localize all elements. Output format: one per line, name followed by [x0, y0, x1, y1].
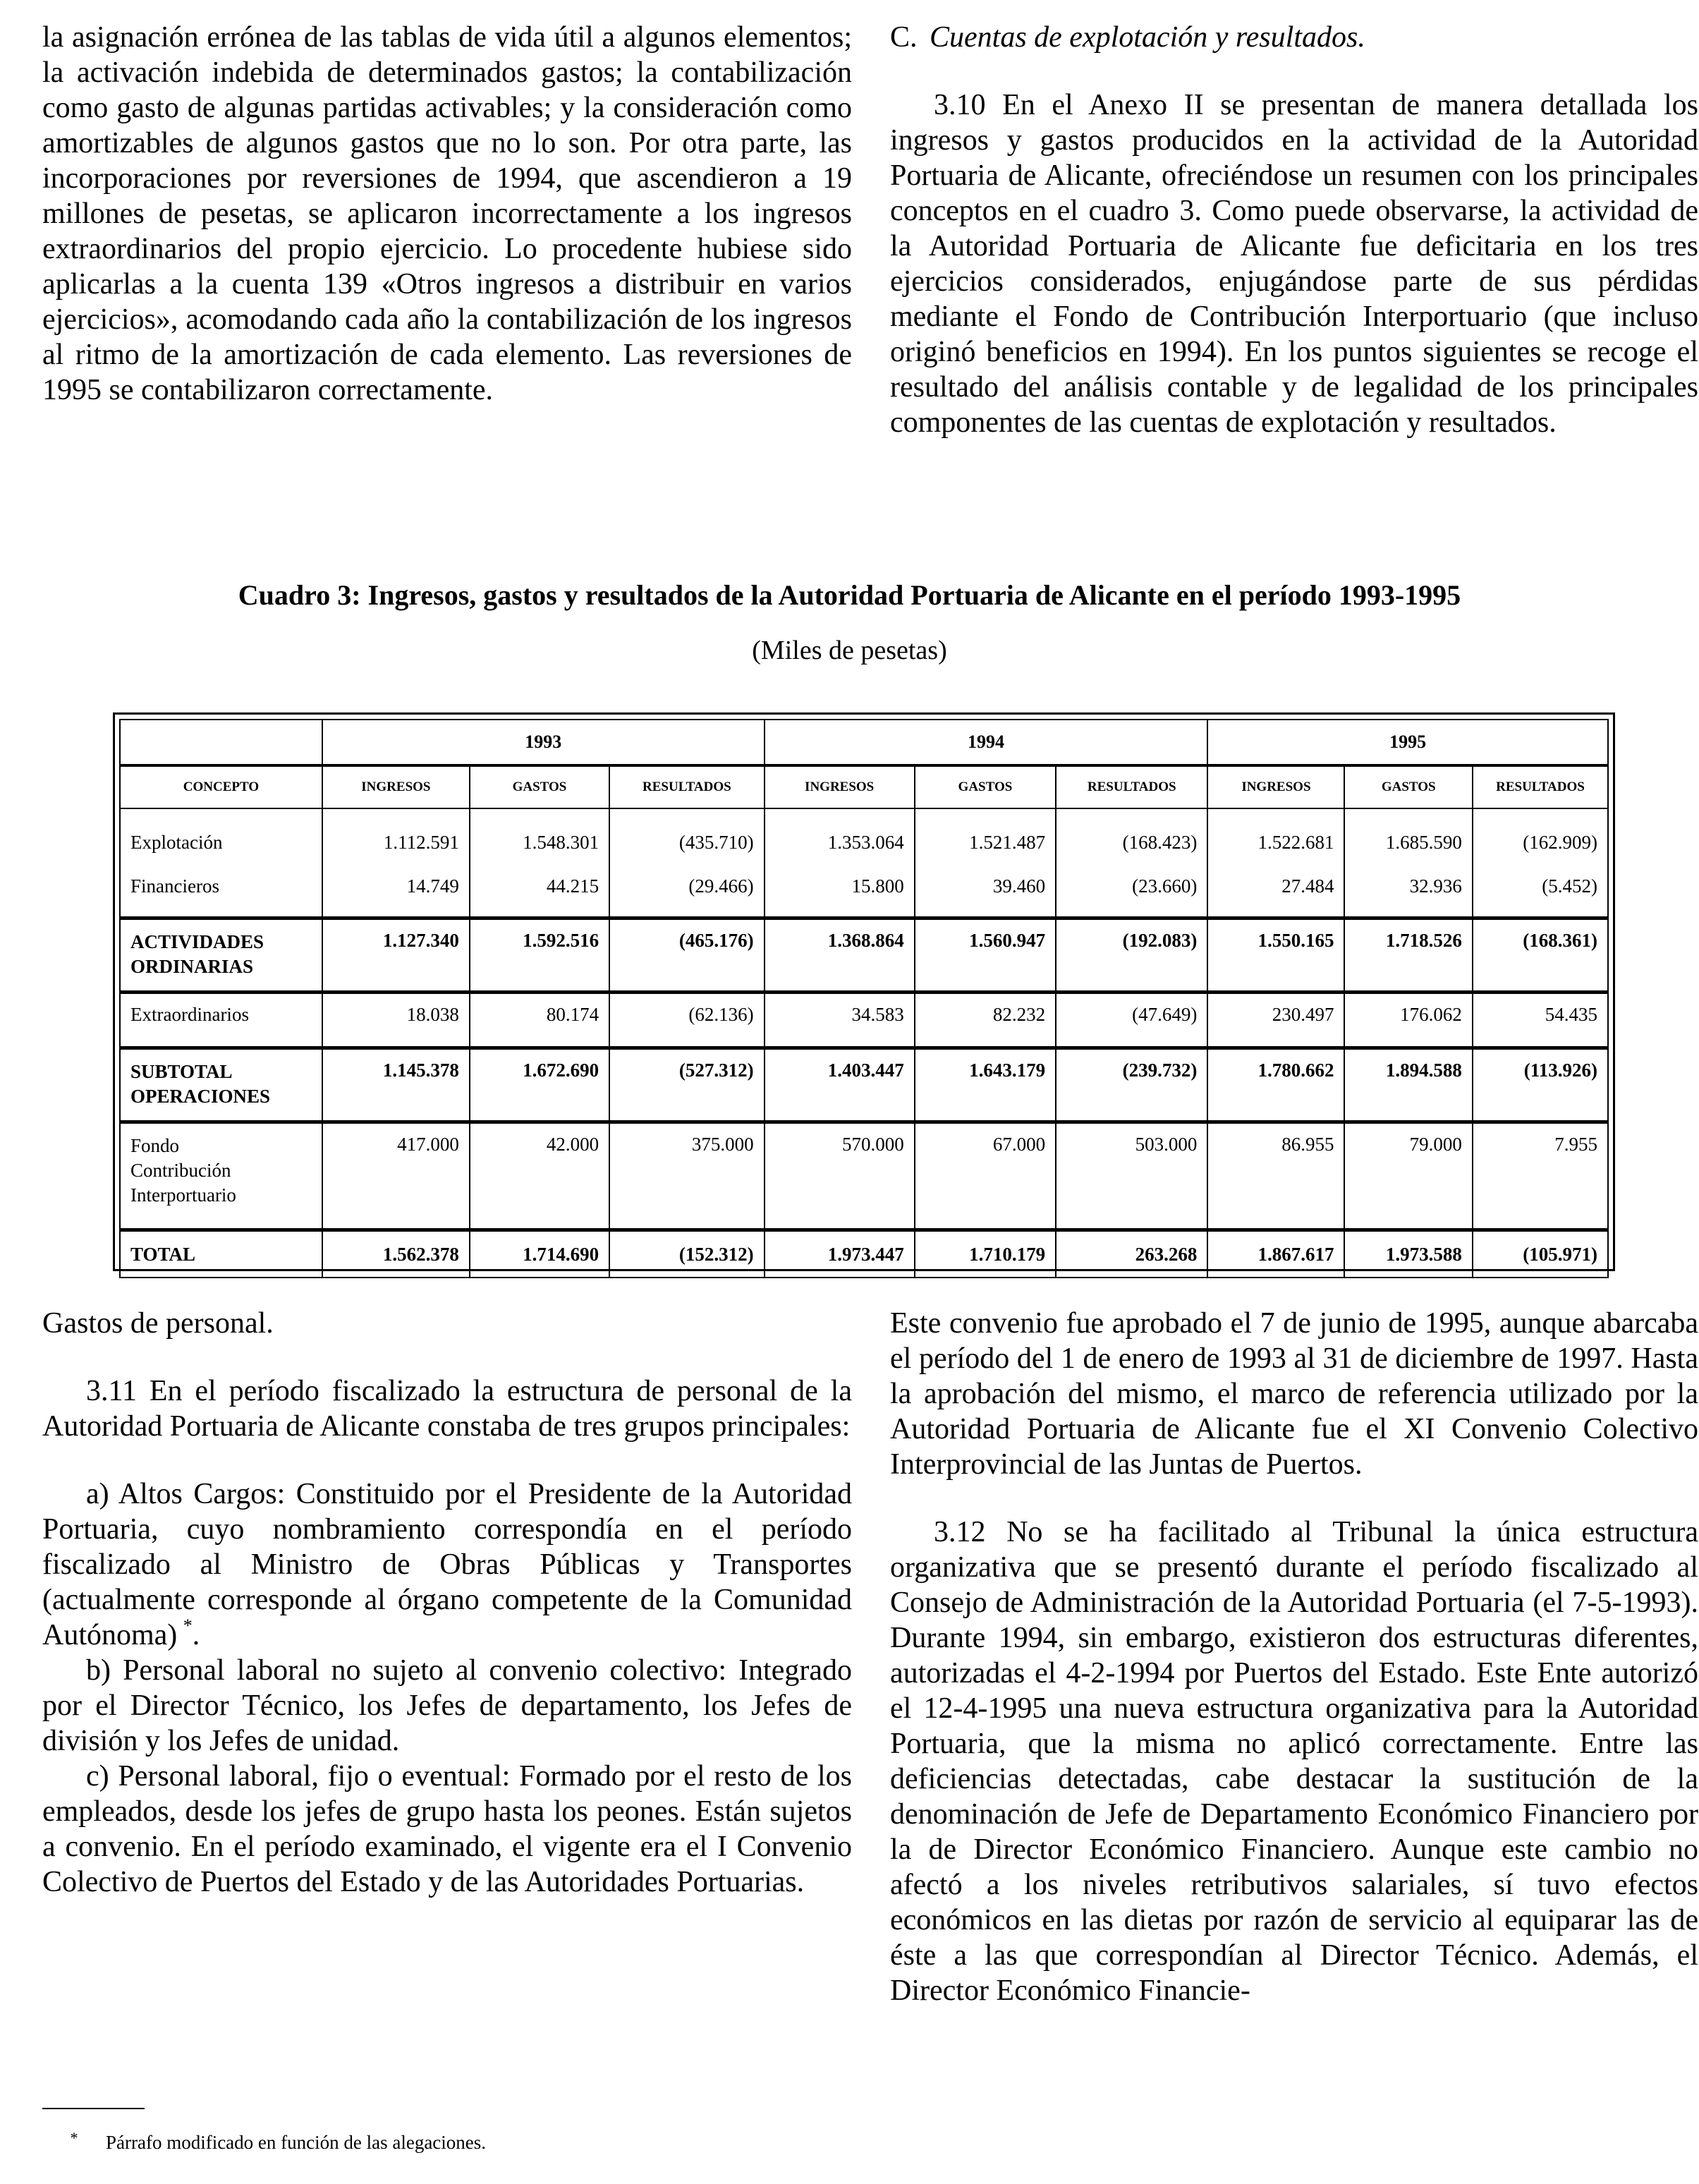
- footnote-text: Párrafo modificado en función de las alegaciones.: [106, 2132, 487, 2153]
- column-header-row: [120, 765, 1608, 808]
- table-cell: 1.403.447: [765, 1048, 915, 1122]
- table-cell: 67.000: [915, 1122, 1056, 1230]
- table-row-subtotal-operaciones: [120, 1048, 1608, 1122]
- footnote-rule: [42, 2108, 145, 2109]
- body-paragraph: la asignación errónea de las tablas de vida útil a algunos elementos; la activación indebida de determinados gastos; la contabilización como gasto de algunas partidas activables; y la consideración como amortizables de algunos gastos que no lo son. Por otra parte, las incorporaciones por reversiones de 1994, que ascendieron a 19 millones de pesetas, se aplicaron incorrectamente a los ingresos extraordinarios del propio ejercicio. Lo procedente hubiese sido aplicarlas a la cuenta 139 «Otros ingresos a distribuir en varios ejercicios», acomodando cada año la contabilización de los ingresos al ritmo de la amortización de cada elemento. Las reversiones de 1995 se contabilizaron correctamente.: [42, 21, 852, 406]
- table-cell: 1.145.378: [322, 1048, 470, 1122]
- table-cell: (435.710): [609, 808, 764, 873]
- bottom-left-column: [42, 1306, 852, 1900]
- top-left-column: [42, 20, 852, 408]
- row-concept: Fondo Contribución Interportuario: [120, 1122, 322, 1230]
- table-cell: 503.000: [1056, 1122, 1207, 1230]
- list-item-b: b) Personal laboral no sujeto al convenio colectivo: Integrado por el Director Técnico, los Jefes de departamento, los Jefes de división y los Jefes de unidad.: [42, 1654, 852, 1757]
- table-cell: 1.353.064: [765, 808, 915, 873]
- table-cell: 1.521.487: [915, 808, 1056, 873]
- table-cell: 1.718.526: [1344, 918, 1472, 993]
- table-cell: (168.361): [1473, 918, 1608, 993]
- table-cell: 417.000: [322, 1122, 470, 1230]
- column-header: INGRESOS: [1207, 765, 1344, 808]
- table-cell: 1.562.378: [322, 1230, 470, 1278]
- table-cell: 1.522.681: [1207, 808, 1344, 873]
- table-cell: 34.583: [765, 993, 915, 1048]
- column-header: RESULTADOS: [1056, 765, 1207, 808]
- table-cell: 1.592.516: [470, 918, 609, 993]
- table-cell: 44.215: [470, 873, 609, 918]
- table-cell: (5.452): [1473, 873, 1608, 918]
- row-concept: Explotación: [120, 808, 322, 873]
- section-letter: C.: [890, 21, 918, 54]
- row-concept: Extraordinarios: [120, 993, 322, 1048]
- table-cell: 1.112.591: [322, 808, 470, 873]
- table-cell: 80.174: [470, 993, 609, 1048]
- table-cell: 1.127.340: [322, 918, 470, 993]
- table-cell: 1.714.690: [470, 1230, 609, 1278]
- table-cell: 18.038: [322, 993, 470, 1048]
- table-cell: (62.136): [609, 993, 764, 1048]
- table-cell: 42.000: [470, 1122, 609, 1230]
- table-row-financieros: [120, 873, 1608, 918]
- year-header: 1993: [322, 720, 765, 765]
- table-cell: 1.685.590: [1344, 808, 1472, 873]
- row-concept: TOTAL: [120, 1230, 322, 1278]
- table-cell: (465.176): [609, 918, 764, 993]
- column-header: GASTOS: [1344, 765, 1472, 808]
- column-header: INGRESOS: [765, 765, 915, 808]
- table-subtitle: (Miles de pesetas): [752, 636, 947, 665]
- table-cell: 1.643.179: [915, 1048, 1056, 1122]
- table-cell: 1.710.179: [915, 1230, 1056, 1278]
- table-cell: 1.550.165: [1207, 918, 1344, 993]
- table-cell: 1.560.947: [915, 918, 1056, 993]
- table-cell: 15.800: [765, 873, 915, 918]
- table-cell: 1.368.864: [765, 918, 915, 993]
- table-cell: 7.955: [1473, 1122, 1608, 1230]
- table-cell: (239.732): [1056, 1048, 1207, 1122]
- table-cell: (168.423): [1056, 808, 1207, 873]
- year-header: 1994: [765, 720, 1208, 765]
- table-cell: 27.484: [1207, 873, 1344, 918]
- table-cell: 1.780.662: [1207, 1048, 1344, 1122]
- table-row-extraordinarios: [120, 993, 1608, 1048]
- table-cell: (105.971): [1473, 1230, 1608, 1278]
- table-cell: 32.936: [1344, 873, 1472, 918]
- list-item-c: c) Personal laboral, fijo o eventual: Formado por el resto de los empleados, desde los jefes de grupo hasta los peones. Están sujetos a convenio. En el período examinado, el vigente era el I Convenio Colectivo de Puertos del Estado y de las Autoridades Portuarias.: [42, 1760, 852, 1898]
- table-cell: (47.649): [1056, 993, 1207, 1048]
- paragraph-3-10: 3.10 En el Anexo II se presentan de manera detallada los ingresos y gastos producidos en la actividad de la Autoridad Portuaria de Alicante, ofreciéndose un resumen con los principales conceptos en el cuadro 3. Como puede observarse, la actividad de la Autoridad Portuaria de Alicante fue deficitaria en los tres ejercicios considerados, enjugándose parte de sus pérdidas mediante el Fondo de Contribución Interportuario (que incluso originó beneficios en 1994). En los puntos siguientes se recoge el resultado del análisis contable y de legalidad de los principales componentes de las cuentas de explotación y resultados.: [890, 89, 1698, 439]
- year-header-empty: [120, 720, 322, 765]
- column-header: RESULTADOS: [609, 765, 764, 808]
- table-cell: 1.973.447: [765, 1230, 915, 1278]
- paragraph-3-12: 3.12 No se ha facilitado al Tribunal la única estructura organizativa que se presentó durante el período fiscalizado al Consejo de Administración de la Autoridad Portuaria (el 7-5-1993). Durante 1994, sin embargo, existieron dos estructuras diferentes, autorizadas el 4-2-1994 por Puertos del Estado. Este Ente autorizó el 12-4-1995 una nueva estructura organizativa para la Autoridad Portuaria, que la misma no aplicó correctamente. Entre las deficiencias detectadas, cabe destacar la sustitución de la denominación de Jefe de Departamento Económico Financiero por la de Director Económico Financiero. Aunque este cambio no afectó a los niveles retributivos salariales, sí tuvo efectos económicos en las dietas por razón de servicio al equiparar las de éste a las que correspondían al Director Técnico. Además, el Director Económico Financie-: [890, 1516, 1698, 2007]
- section-heading: [890, 20, 1698, 55]
- table-cell: (113.926): [1473, 1048, 1608, 1122]
- table-row-fondo-contribucion: [120, 1122, 1608, 1230]
- table-title: Cuadro 3: Ingresos, gastos y resultados de la Autoridad Portuaria de Alicante en el período 1993-1995: [238, 579, 1461, 611]
- column-header: GASTOS: [915, 765, 1056, 808]
- table-cell: (23.660): [1056, 873, 1207, 918]
- table-cell: 14.749: [322, 873, 470, 918]
- table-cell: 570.000: [765, 1122, 915, 1230]
- row-concept: ACTIVIDADES ORDINARIAS: [120, 918, 322, 993]
- table-cell: 1.867.617: [1207, 1230, 1344, 1278]
- paragraph-continuation: Este convenio fue aprobado el 7 de junio de 1995, aunque abarcaba el período del 1 de enero de 1993 al 31 de diciembre de 1997. Hasta la aprobación del mismo, el marco de referencia utilizado por la Autoridad Portuaria de Alicante fue el XI Convenio Colectivo Interprovincial de las Juntas de Puertos.: [890, 1307, 1698, 1481]
- table-cell: 1.973.588: [1344, 1230, 1472, 1278]
- year-header-row: [120, 720, 1608, 765]
- table-row-actividades-ordinarias: [120, 918, 1608, 993]
- table-cell: 82.232: [915, 993, 1056, 1048]
- table-cell: (29.466): [609, 873, 764, 918]
- concept-header: CONCEPTO: [120, 765, 322, 808]
- table-cell: 375.000: [609, 1122, 764, 1230]
- table-row-total: [120, 1230, 1608, 1278]
- table-cell: 1.672.690: [470, 1048, 609, 1122]
- row-concept: Financieros: [120, 873, 322, 918]
- section-heading-gastos-personal: Gastos de personal.: [42, 1307, 274, 1340]
- table-cell: (152.312): [609, 1230, 764, 1278]
- table-cell: 54.435: [1473, 993, 1608, 1048]
- list-item-a: a) Altos Cargos: Constituido por el Presidente de la Autoridad Portuaria, cuyo nombramiento correspondía en el período fiscalizado al Ministro de Obras Públicas y Transportes (actualmente corresponde al órgano competente de la Comunidad Autónoma) *.: [42, 1478, 852, 1651]
- footnote-mark: *: [70, 2129, 78, 2147]
- data-table: [119, 719, 1609, 1278]
- bottom-right-column: [890, 1306, 1698, 2008]
- footnote: [42, 2129, 818, 2154]
- table-cell: 39.460: [915, 873, 1056, 918]
- table-cell: 79.000: [1344, 1122, 1472, 1230]
- table-cell: 1.894.588: [1344, 1048, 1472, 1122]
- table-cell: (162.909): [1473, 808, 1608, 873]
- table-cell: (527.312): [609, 1048, 764, 1122]
- row-concept: SUBTOTAL OPERACIONES: [120, 1048, 322, 1122]
- paragraph-3-11: 3.11 En el período fiscalizado la estructura de personal de la Autoridad Portuaria de Alicante constaba de tres grupos principales:: [42, 1375, 852, 1443]
- column-header: RESULTADOS: [1473, 765, 1608, 808]
- table-cell: 86.955: [1207, 1122, 1344, 1230]
- section-title: Cuentas de explotación y resultados.: [930, 21, 1365, 54]
- column-header: INGRESOS: [322, 765, 470, 808]
- table-cell: 1.548.301: [470, 808, 609, 873]
- table-cell: 230.497: [1207, 993, 1344, 1048]
- footnote-marker: *: [183, 1615, 193, 1636]
- column-header: GASTOS: [470, 765, 609, 808]
- table-row-explotacion: [120, 808, 1608, 873]
- year-header: 1995: [1207, 720, 1608, 765]
- top-right-column: [890, 20, 1698, 440]
- table-cell: 263.268: [1056, 1230, 1207, 1278]
- table-cell: 176.062: [1344, 993, 1472, 1048]
- table-cell: (192.083): [1056, 918, 1207, 993]
- data-table-frame: [113, 712, 1615, 1271]
